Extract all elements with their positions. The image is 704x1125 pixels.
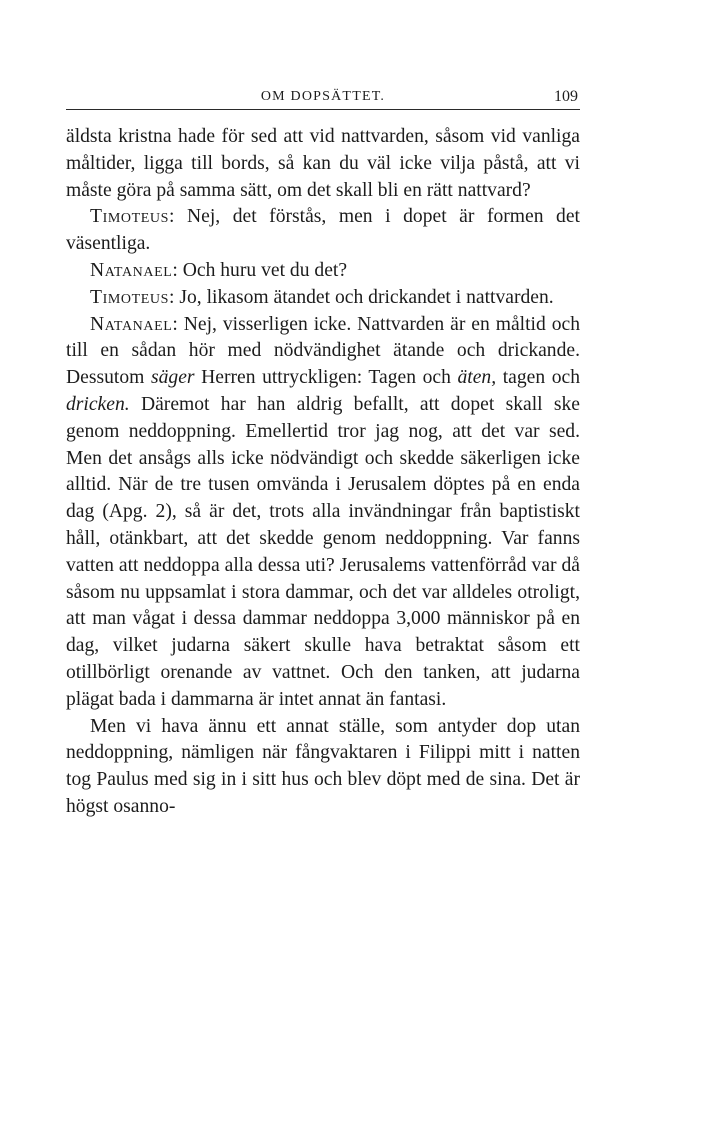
text-segment: äldsta kristna hade för sed att vid nattvarden, såsom vid vanliga måltider, ligga till bords, så kan du väl icke vilja påstå, att vi måste göra på samma sätt, om det skall bli en rätt nattvard? — [66, 126, 580, 201]
text-segment: Däremot har han aldrig befallt, att dopet skall ske genom neddoppning. Emellertid tror jag nog, att det var sed. Men det ansågs alls icke nödvändigt och skedde säkerligen icke alltid. När de tre tusen omvända i Jerusalem döptes på en enda dag (Apg. 2), så är det, trots alla invändningar från baptistiskt håll, otänkbart, att det skedde genom neddoppning. Var fanns vatten att neddoppa alla dessa uti? Jerusalems vattenförråd var då såsom nu uppsamlat i stora dammar, och det var alldeles otroligt, att man vågat i dessa dammar neddoppa 3,000 människor på en dag, vilket judarna säkert skulle hava betraktat såsom ett otillbörligt orenande av vattnet. Och den tanken, att judarna plägat bada i dammarna är intet annat än fantasi. — [66, 393, 580, 710]
speaker-name: Natanael — [90, 313, 173, 335]
text-segment: Jo, likasom ätandet och drickandet i nattvarden. — [179, 286, 554, 308]
running-title: OM DOPSÄTTET. — [260, 89, 386, 104]
text-segment: Nej, visserligen icke. Nattvarden är en måltid och till en sådan hör med nödvändighet ätande och drickande. Dessutom — [66, 313, 581, 389]
page-header — [66, 89, 580, 110]
text-segment: Herren uttryckligen: Tagen och — [194, 367, 458, 389]
paragraph — [66, 258, 580, 285]
speaker-name: Timoteus — [90, 286, 169, 308]
paragraph — [66, 285, 580, 312]
paragraph — [66, 204, 580, 258]
paragraph — [66, 312, 580, 714]
paragraph — [66, 714, 580, 821]
speaker-separator: : — [169, 286, 180, 308]
body-text — [66, 124, 580, 821]
emphasized-text: äten, — [457, 367, 497, 389]
speaker-separator: : — [172, 313, 184, 335]
emphasized-text: säger — [150, 367, 195, 389]
text-segment: Nej, det förstås, men i dopet är formen det väsentliga. — [66, 206, 580, 255]
emphasized-text: dricken. — [66, 393, 130, 415]
speaker-separator: : — [172, 259, 183, 281]
speaker-name: Natanael — [90, 259, 173, 281]
text-segment: Och huru vet du det? — [182, 259, 348, 281]
text-segment: Men vi hava ännu ett annat ställe, som antyder dop utan neddoppning, nämligen när fångvaktaren i Filippi mitt i natten tog Paulus med sig in i sitt hus och blev döpt med de sina. Det är högst osanno- — [66, 715, 580, 817]
speaker-name: Timoteus — [90, 206, 169, 228]
speaker-separator: : — [169, 206, 187, 228]
paragraph — [66, 124, 580, 204]
text-segment: tagen och — [496, 367, 580, 389]
page-number: 109 — [554, 88, 578, 105]
